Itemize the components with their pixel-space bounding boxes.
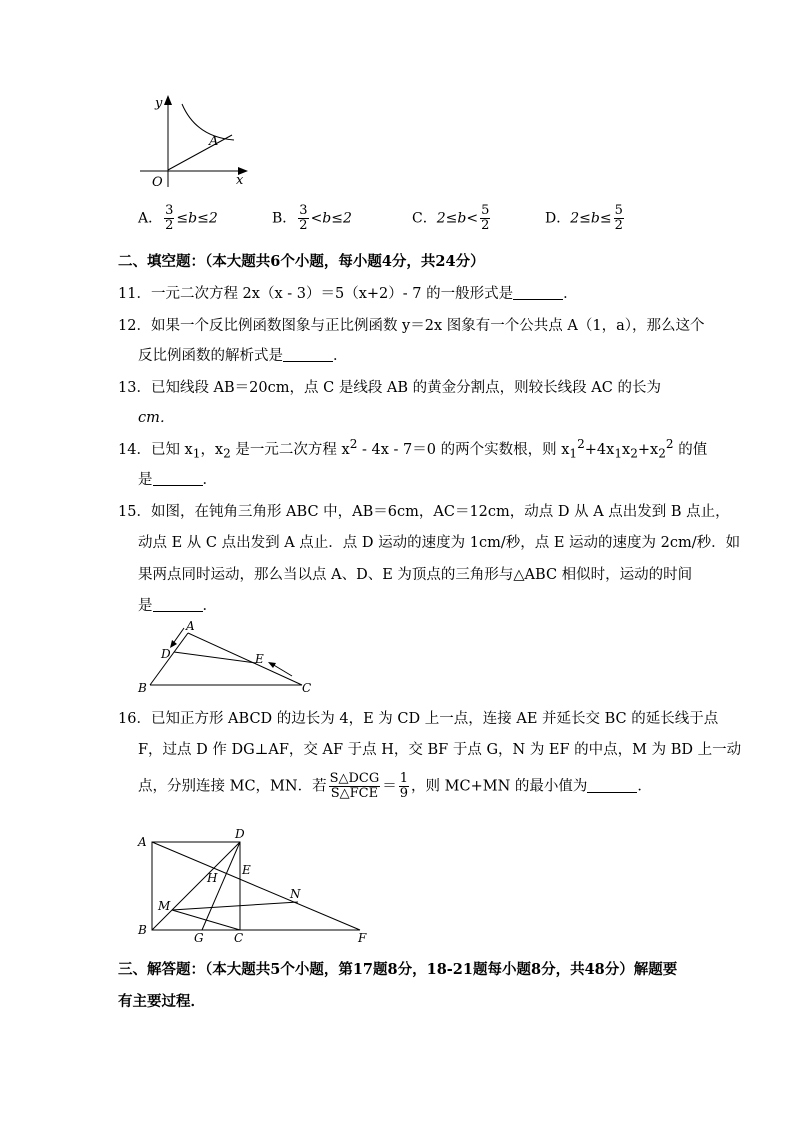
q11: 11．一元二次方程 2x（x - 3）＝5（x+2）- 7 的一般形式是 ． bbox=[118, 286, 578, 302]
label-C: C bbox=[234, 931, 244, 945]
q15-line4: 是 ． bbox=[138, 598, 217, 614]
q16-line2: F，过点 D 作 DG⊥AF，交 AF 于点 H，交 BF 于点 G，N 为 EF 的中点，M 为 BD 上一动 bbox=[138, 742, 742, 758]
q13-line2: cm． bbox=[138, 410, 175, 426]
hyperbola-curve bbox=[182, 104, 234, 140]
segment-mc bbox=[172, 910, 240, 930]
segment-mn bbox=[172, 902, 298, 910]
q12-answer-blank[interactable] bbox=[283, 347, 333, 362]
segment-ac bbox=[188, 633, 302, 685]
q14-line1: 14．已知 $x_1$，$x_2$ 是一元二次方程 $x^2 - 4x - 7=0$ 的两个实数根，则 $x_1^2+4x_1x_2+x_2^2$ 的值 bbox=[118, 437, 708, 461]
label-N: N bbox=[290, 887, 301, 901]
q15-answer-blank[interactable] bbox=[153, 597, 203, 612]
label-H: H bbox=[207, 871, 218, 885]
arrow-e bbox=[272, 664, 292, 676]
label-D: D bbox=[235, 827, 245, 841]
label-x: x bbox=[236, 173, 244, 188]
q16-answer-blank[interactable] bbox=[587, 778, 637, 793]
q10-figure bbox=[130, 92, 260, 192]
segment-de bbox=[174, 652, 256, 663]
q12-line2: 反比例函数的解析式是 ． bbox=[138, 348, 348, 364]
proportional-line bbox=[168, 135, 232, 170]
arrow-d-head bbox=[170, 640, 177, 648]
label-A: A bbox=[209, 134, 219, 149]
label-E: E bbox=[255, 652, 264, 666]
label-O: O bbox=[152, 175, 163, 190]
option-b[interactable]: B． $\frac{3}{2}$ <b≤2 bbox=[272, 203, 352, 233]
q16-line3: 点，分别连接 MC，MN．若 $\frac{\text{S△DCG}}{\text{S△FCE}}$ ＝ $\frac{1}{9}$ ，则 MC+MN 的最小值为 ． bbox=[138, 771, 652, 801]
q15-line1: 15．如图，在钝角三角形 ABC 中，AB＝6cm，AC＝12cm，动点 D 从 A 点出发到 B 点止， bbox=[118, 504, 730, 520]
label-y: y bbox=[155, 96, 163, 111]
option-d[interactable]: D．2≤b≤ $\frac{5}{2}$ bbox=[545, 203, 623, 233]
segment-af bbox=[152, 842, 360, 930]
section3-title-line1: 三、解答题：（本大题共5个小题，第17题8分，18-21题每小题8分，共48分）解题要 bbox=[118, 961, 678, 978]
q14-answer-blank[interactable] bbox=[153, 471, 203, 486]
segment-dg bbox=[202, 842, 240, 930]
y-axis-arrow bbox=[164, 95, 172, 105]
label-B: B bbox=[138, 681, 147, 695]
q15-figure bbox=[132, 618, 322, 698]
section2-title: 二、填空题：（本大题共6个小题，每小题4分，共24分） bbox=[118, 253, 485, 270]
label-M: M bbox=[158, 899, 171, 913]
label-B: B bbox=[138, 923, 147, 937]
arrow-e-head bbox=[268, 662, 276, 668]
label-D: D bbox=[161, 647, 171, 661]
q15-line2: 动点 E 从 C 点出发到 A 点止．点 D 运动的速度为 1cm/秒，点 E 运动的速度为 2cm/秒．如 bbox=[138, 535, 741, 551]
q15-line3: 果两点同时运动，那么当以点 A、D、E 为顶点的三角形与△ABC 相似时，运动的时间 bbox=[138, 567, 693, 583]
q14-line2: 是 ． bbox=[138, 472, 217, 488]
q16-line1: 16．已知正方形 ABCD 的边长为 4，E 为 CD 上一点，连接 AE 并延长交 BC 的延长线于点 bbox=[118, 711, 719, 727]
q16-figure bbox=[132, 826, 382, 946]
q12-line1: 12．如果一个反比例函数图象与正比例函数 y＝2x 图象有一个公共点 A（1，a），那么这个 bbox=[118, 318, 705, 334]
label-G: G bbox=[194, 931, 204, 945]
label-A: A bbox=[138, 835, 147, 849]
section3-title-line2: 有主要过程． bbox=[118, 993, 205, 1010]
label-E: E bbox=[242, 863, 251, 877]
option-c[interactable]: C．2≤b< $\frac{5}{2}$ bbox=[412, 203, 490, 233]
q11-answer-blank[interactable] bbox=[513, 285, 563, 300]
option-a[interactable]: A． $\frac{3}{2}$ ≤b≤2 bbox=[138, 203, 218, 233]
label-A: A bbox=[186, 619, 195, 633]
q13-line1: 13．已知线段 AB＝20cm，点 C 是线段 AB 的黄金分割点，则较长线段 AC 的长为 bbox=[118, 380, 661, 396]
label-F: F bbox=[358, 931, 367, 945]
label-C: C bbox=[302, 681, 312, 695]
